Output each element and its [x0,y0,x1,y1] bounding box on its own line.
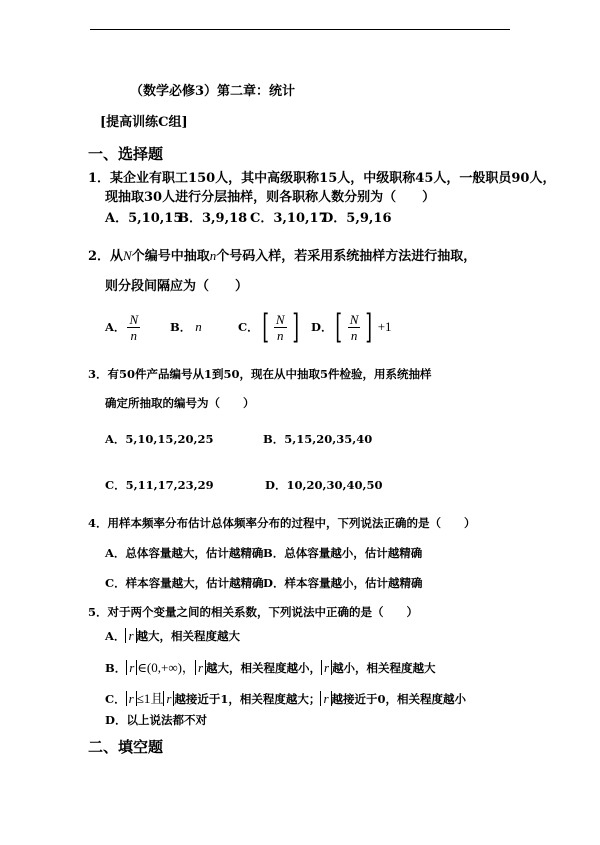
q2-option-b[interactable] [170,310,202,344]
q3-stem-line1: 3．有50件产品编号从1到50，现在从中抽取5件检验，用系统抽样 [88,367,432,381]
q5-le-c: ≤1且 [136,691,164,706]
q3-option-d[interactable]: D．10,20,30,40,50 [265,478,383,492]
q5-option-d[interactable]: D．以上说法都不对 [105,713,207,727]
q5-label-c: C． [105,692,126,706]
q2-label-d: D． [311,320,333,334]
q2-stem-line1 [88,245,476,264]
q1-option-c[interactable]: C．3,10,17 [250,211,328,226]
q5-option-c[interactable] [105,688,466,707]
q2-label-b: B． [170,320,192,334]
q2-fraction-a-num: N [129,311,139,327]
q2-fraction-a [127,312,140,343]
q3-option-b[interactable]: B．5,15,20,35,40 [263,432,373,446]
q4-option-b[interactable]: B．总体容量越小，估计越精确 [263,546,423,560]
q5-text-c1: 越接近于1，相关程度越大； [174,692,321,706]
q4-option-d[interactable]: D．样本容量越小，估计越精确 [263,576,423,590]
page-title: （数学必修3）第二章：统计 [130,84,296,99]
q5-option-a[interactable] [105,628,240,644]
q3-option-a[interactable]: A．5,10,15,20,25 [105,432,214,446]
q5-abs-r-c1: r [126,691,137,706]
section-heading-choice: 一、选择题 [88,145,164,163]
q1-option-b[interactable]: B．3,9,18 [178,211,248,226]
q2-fraction-c-den: n [277,327,284,343]
section-heading-fill: 二、填空题 [88,738,164,756]
q5-abs-r-b3: r [321,660,332,675]
q3-stem-line2: 确定所抽取的编号为（ ） [105,396,255,410]
q2-label-a: A． [105,320,126,334]
exercise-group-label: [提高训练C组] [100,115,188,130]
q2-stem-line2: 则分段间隔应为（ ） [105,279,249,294]
q5-abs-r-c2: r [163,691,174,706]
q5-abs-r-c3: r [320,691,331,706]
q2-floor-bracket-c: [ $\frac{N}{n}$ ] [261,307,299,347]
q4-option-a[interactable]: A．总体容量越大，估计越精确 [105,546,264,560]
q1-stem-line1: 1．某企业有职工150人，其中高级职称15人，中级职称45人，一般职员90人， [88,171,556,186]
q5-interval-b: ∈(0,+∞)， [137,660,195,675]
q2-var-n: n [209,248,217,263]
q1-option-a[interactable]: A．5,10,15 [105,211,183,226]
q2-fraction-a-den: n [130,327,138,343]
q2-var-N: N [123,248,132,263]
q4-stem: 4．用样本频率分布估计总体频率分布的过程中，下列说法正确的是（ ） [88,516,476,530]
q4-option-c[interactable]: C．样本容量越大，估计越精确 [105,576,264,590]
q5-stem: 5．对于两个变量之间的相关系数，下列说法中正确的是（ ） [88,605,418,619]
q5-abs-r-b1: r [126,660,137,675]
header-rule [90,29,510,30]
q5-text-c2: 越接近于0，相关程度越小 [331,692,467,706]
q5-text-b2: 越小，相关程度越大 [332,661,436,675]
q2-floor-bracket-d: [ $\frac{N}{n}$ ] [335,307,373,347]
q2-option-c[interactable] [238,307,302,347]
q2-text-part1: 2．从 [88,249,124,264]
q5-abs-r-a: r [125,628,136,643]
q2-fraction-d-num: N [349,311,359,327]
q2-plus-one: +1 [377,319,392,334]
q1-stem-line2: 现抽取30人进行分层抽样，则各职称人数分别为（ ） [105,190,436,205]
q5-option-b[interactable] [105,657,436,676]
q2-fraction-d-den: n [350,327,358,343]
q1-option-d[interactable]: D．5,9,16 [322,211,392,226]
q2-fraction-c-num: N [275,311,285,327]
q2-option-d[interactable] [311,307,392,347]
q2-var-n-b: n [195,319,202,334]
q2-text-part2: 个编号中抽取 [131,249,210,264]
q3-option-c[interactable]: C．5,11,17,23,29 [105,478,214,492]
q5-abs-r-b2: r [195,660,206,675]
q2-text-part3: 个号码入样，若采用系统抽样方法进行抽取， [216,249,477,264]
q5-text-b1: 越大，相关程度越小， [206,661,321,675]
q5-label-b: B． [105,661,127,675]
q5-label-a: A． [105,629,126,643]
q2-option-a[interactable] [105,310,142,344]
q5-text-a: 越大，相关程度越大 [136,629,240,643]
q2-label-c: C． [238,320,259,334]
